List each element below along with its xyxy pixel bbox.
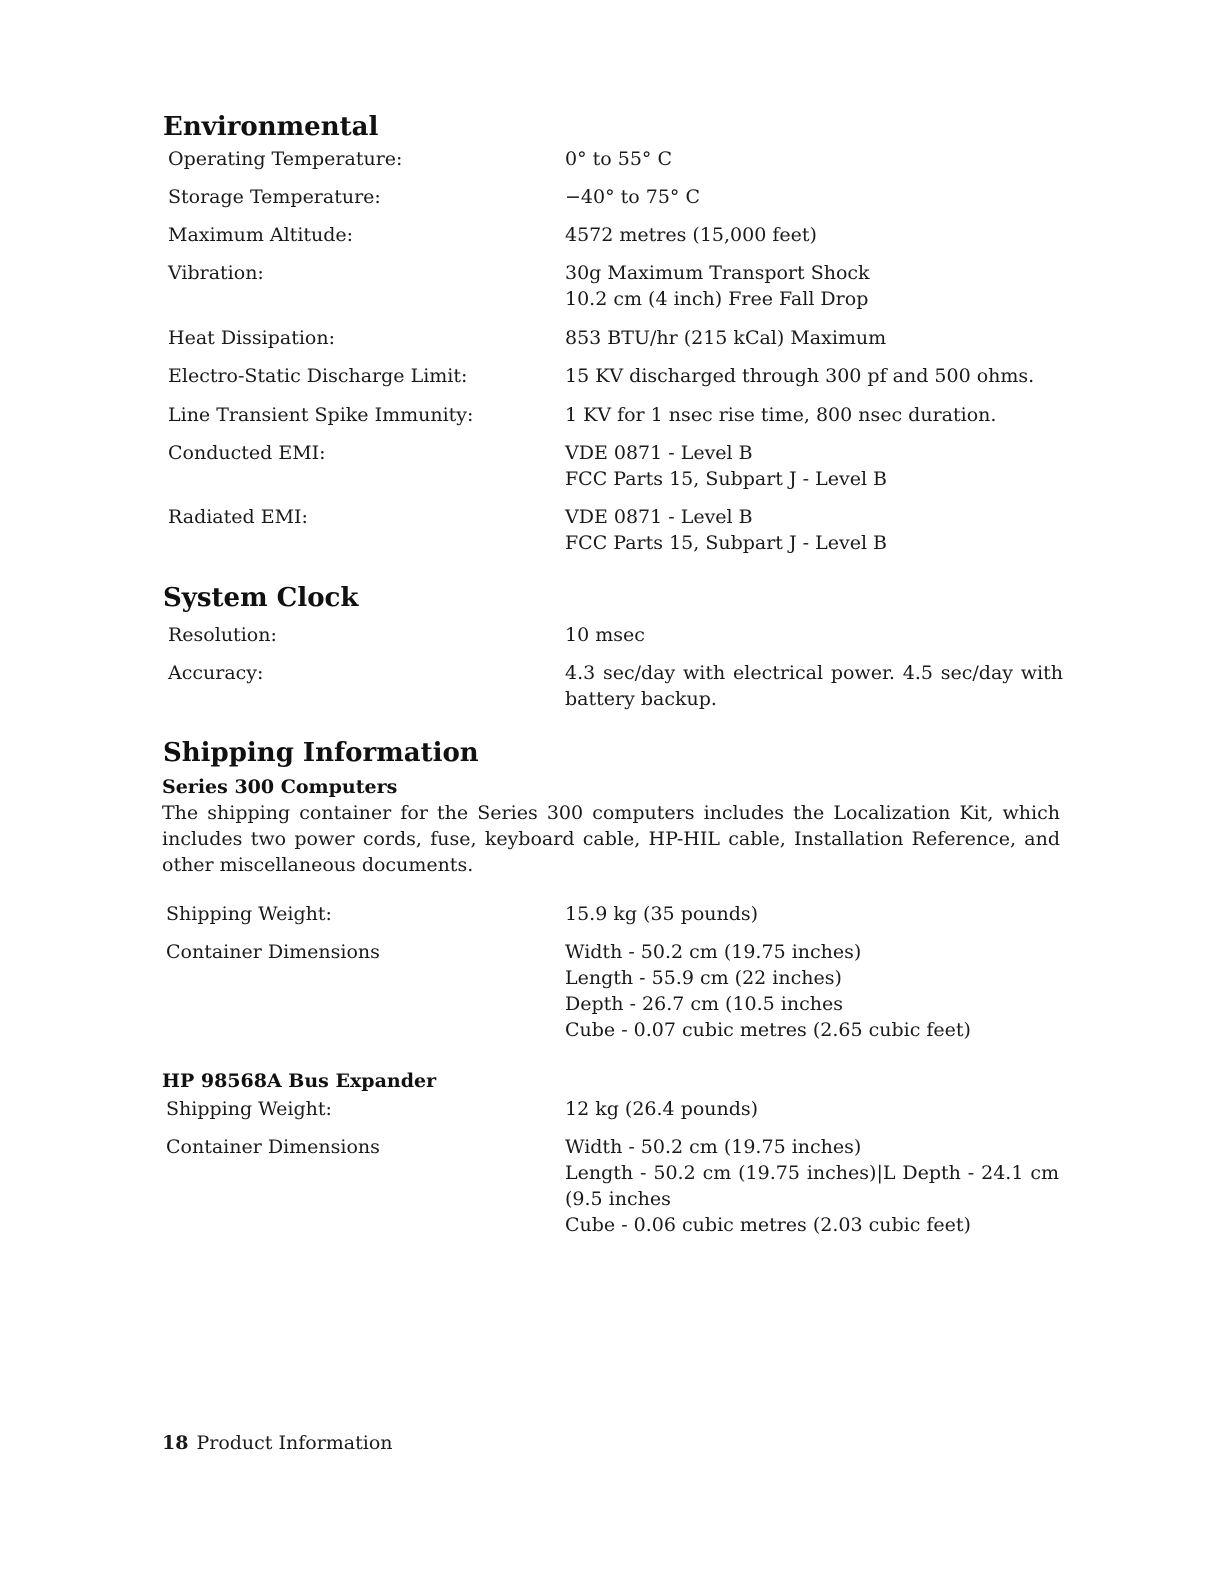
- spec-label: Line Transient Spike Immunity:: [168, 404, 474, 426]
- spec-value: [565, 184, 1063, 210]
- spec-label: Operating Temperature:: [168, 148, 403, 170]
- spec-value-line: 15.9 kg (35 pounds): [565, 903, 759, 925]
- spec-value: [565, 260, 1063, 312]
- system-clock-heading: System Clock: [163, 583, 359, 613]
- spec-label: Container Dimensions: [166, 941, 380, 963]
- spec-value-line: 12 kg (26.4 pounds): [565, 1098, 759, 1120]
- spec-label: Radiated EMI:: [168, 506, 308, 528]
- spec-value-line: VDE 0871 - Level B: [565, 442, 753, 464]
- spec-value: [565, 440, 1063, 492]
- page-footer: [162, 1430, 393, 1456]
- spec-value-line: Depth - 26.7 cm (10.5 inches: [565, 993, 843, 1015]
- spec-value: [565, 622, 1063, 648]
- spec-value: [565, 504, 1063, 556]
- spec-value-line: 10.2 cm (4 inch) Free Fall Drop: [565, 288, 869, 310]
- spec-value: [565, 901, 1063, 927]
- spec-label: Heat Dissipation:: [168, 327, 335, 349]
- series300-subheading: Series 300 Computers: [162, 776, 398, 798]
- spec-value: [565, 1134, 1059, 1238]
- spec-value-line: 0° to 55° C: [565, 148, 672, 170]
- spec-value-text: 4.3 sec/day with electrical power. 4.5 sec/day with battery backup.: [565, 662, 1063, 710]
- spec-value: [565, 363, 1063, 389]
- expander-subheading: HP 98568A Bus Expander: [162, 1070, 437, 1092]
- spec-value-line: 15 KV discharged through 300 pf and 500 ohms.: [565, 365, 1035, 387]
- spec-label: Accuracy:: [168, 662, 264, 684]
- spec-label: Maximum Altitude:: [168, 224, 354, 246]
- spec-label: Resolution:: [168, 624, 277, 646]
- spec-value: [565, 146, 1063, 172]
- spec-value-line: 853 BTU/hr (215 kCal) Maximum: [565, 327, 887, 349]
- spec-value-line: 1 KV for 1 nsec rise time, 800 nsec duration.: [565, 404, 997, 426]
- spec-value-line: VDE 0871 - Level B: [565, 506, 753, 528]
- spec-value-line: 4572 metres (15,000 feet): [565, 224, 817, 246]
- spec-value: [565, 325, 1063, 351]
- spec-value: [565, 222, 1063, 248]
- spec-label: Shipping Weight:: [166, 1098, 332, 1120]
- spec-label: Electro-Static Discharge Limit:: [168, 365, 468, 387]
- spec-value: [565, 939, 1063, 1043]
- spec-value-line: Cube - 0.07 cubic metres (2.65 cubic feet): [565, 1019, 971, 1041]
- spec-value: [565, 1096, 1063, 1122]
- spec-value-line: 10 msec: [565, 624, 645, 646]
- spec-label: Vibration:: [168, 262, 264, 284]
- spec-label: Shipping Weight:: [166, 903, 332, 925]
- spec-value-text: Length - 50.2 cm (19.75 inches)|L Depth - 24.1 cm (9.5 inches: [565, 1162, 1059, 1210]
- footer-section-title: Product Information: [196, 1432, 393, 1454]
- spec-value-line: FCC Parts 15, Subpart J - Level B: [565, 468, 888, 490]
- series300-paragraph: The shipping container for the Series 300 computers includes the Localization Kit, which includes two power cords, fuse, keyboard cable, HP-HIL cable, Installation Reference, and other miscellaneous documents.: [162, 802, 1060, 876]
- spec-value-line: Cube - 0.06 cubic metres (2.03 cubic feet): [565, 1214, 971, 1236]
- spec-value: [565, 660, 1063, 712]
- spec-value-line: Width - 50.2 cm (19.75 inches): [565, 941, 862, 963]
- spec-label: Storage Temperature:: [168, 186, 381, 208]
- spec-label: Container Dimensions: [166, 1136, 380, 1158]
- environmental-heading: Environmental: [163, 112, 379, 142]
- page-number: 18: [162, 1432, 189, 1454]
- spec-label: Conducted EMI:: [168, 442, 326, 464]
- spec-value-line: 30g Maximum Transport Shock: [565, 262, 870, 284]
- spec-value-line: −40° to 75° C: [565, 186, 701, 208]
- shipping-heading: Shipping Information: [163, 738, 479, 768]
- spec-value-line: Width - 50.2 cm (19.75 inches): [565, 1136, 862, 1158]
- spec-value-line: Length - 55.9 cm (22 inches): [565, 967, 842, 989]
- spec-value: [565, 402, 1063, 428]
- spec-value-line: FCC Parts 15, Subpart J - Level B: [565, 532, 888, 554]
